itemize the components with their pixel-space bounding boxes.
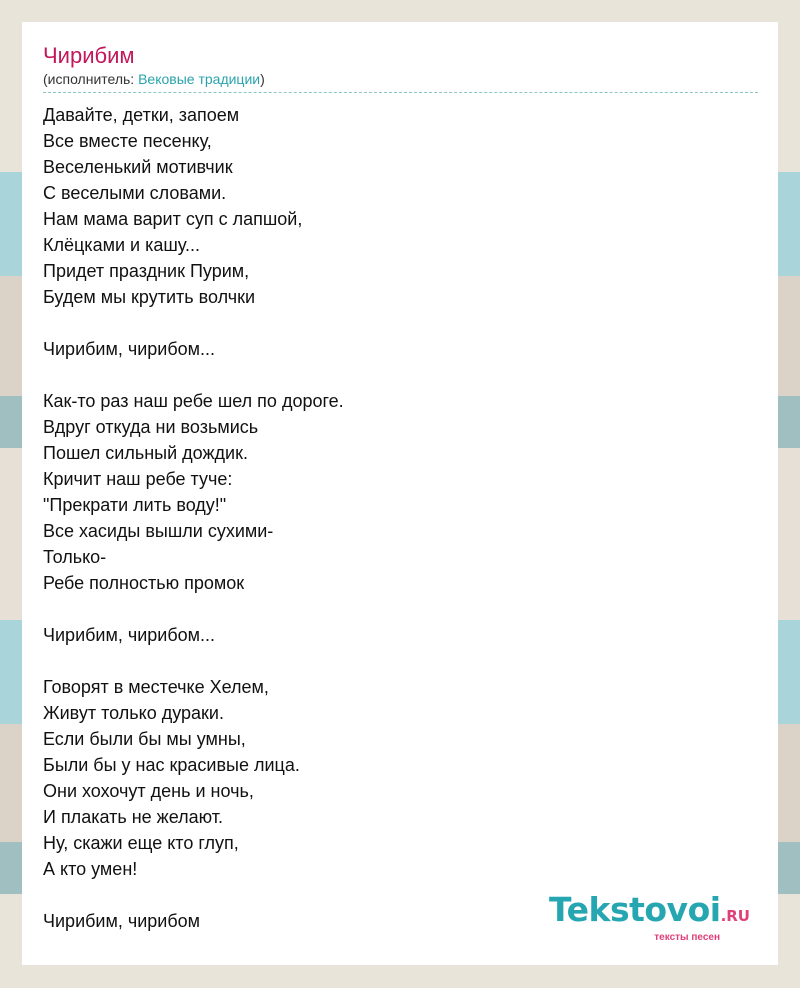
artist-link[interactable]: Вековые традиции bbox=[138, 71, 261, 87]
lyrics-line: Пошел сильный дождик. bbox=[43, 443, 248, 463]
lyrics-blank-line bbox=[43, 310, 758, 336]
artist-suffix: ) bbox=[260, 71, 265, 87]
lyrics-line: Чирибим, чирибом... bbox=[43, 625, 216, 645]
lyrics-line: Чирибим, чирибом... bbox=[43, 339, 216, 359]
lyrics-line: Придет праздник Пурим, bbox=[43, 261, 250, 281]
lyrics-line: Все хасиды вышли сухими- bbox=[43, 521, 274, 541]
lyrics-line: С веселыми словами. bbox=[43, 183, 227, 203]
lyrics-line: Если были бы мы умны, bbox=[43, 729, 246, 749]
logo-tld: .RU bbox=[720, 907, 750, 925]
lyrics-line: Ребе полностью промок bbox=[43, 573, 245, 593]
lyrics-card bbox=[22, 22, 778, 965]
lyrics-line: Давайте, детки, запоем bbox=[43, 105, 240, 125]
lyrics-line: Вдруг откуда ни возьмись bbox=[43, 417, 259, 437]
logo-subtitle: тексты песен bbox=[654, 932, 720, 943]
artist-prefix: (исполнитель: bbox=[43, 71, 139, 87]
lyrics-line: Нам мама варит суп с лапшой, bbox=[43, 209, 303, 229]
lyrics-line: Веселенький мотивчик bbox=[43, 157, 233, 177]
lyrics-line: Будем мы крутить волчки bbox=[43, 287, 256, 307]
site-logo[interactable] bbox=[549, 890, 750, 943]
lyrics-line: Они хохочут день и ночь, bbox=[43, 781, 254, 801]
lyrics-line: Кричит наш ребе туче: bbox=[43, 469, 233, 489]
lyrics-line: Чирибим, чирибом bbox=[43, 911, 201, 931]
lyrics-line: Клёцками и кашу... bbox=[43, 235, 200, 255]
lyrics-line: Все вместе песенку, bbox=[43, 131, 212, 151]
lyrics-line: Ну, скажи еще кто глуп, bbox=[43, 833, 239, 853]
lyrics-blank-line bbox=[43, 362, 758, 388]
lyrics-body bbox=[43, 102, 758, 934]
lyrics-blank-line bbox=[43, 596, 758, 622]
logo-main-text: Tekstovoi bbox=[549, 890, 721, 929]
lyrics-line: И плакать не желают. bbox=[43, 807, 223, 827]
lyrics-line: Живут только дураки. bbox=[43, 703, 224, 723]
song-title: Чирибим bbox=[43, 43, 135, 68]
lyrics-line: А кто умен! bbox=[43, 859, 138, 879]
logo-wordmark bbox=[549, 890, 750, 933]
lyrics-line: Как-то раз наш ребе шел по дороге. bbox=[43, 391, 344, 411]
artist-line bbox=[43, 70, 758, 93]
lyrics-line: Говорят в местечке Хелем, bbox=[43, 677, 269, 697]
lyrics-line: "Прекрати лить воду!" bbox=[43, 495, 227, 515]
lyrics-line: Только- bbox=[43, 547, 107, 567]
lyrics-blank-line bbox=[43, 648, 758, 674]
lyrics-line: Были бы у нас красивые лица. bbox=[43, 755, 300, 775]
